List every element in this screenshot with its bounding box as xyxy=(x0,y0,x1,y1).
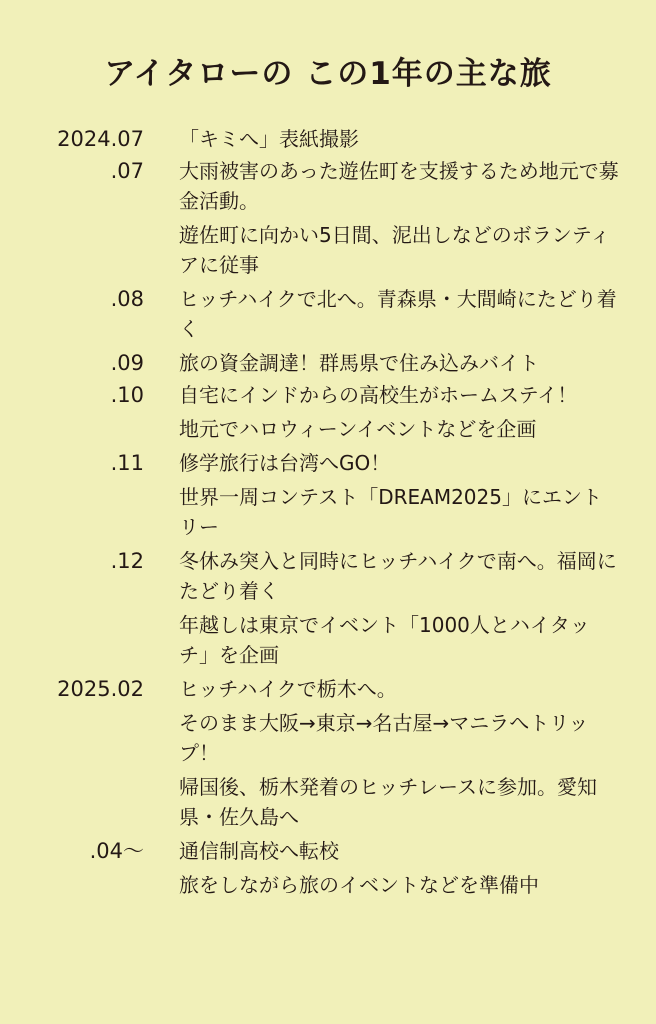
entry-date: 2025.02 xyxy=(57,677,144,701)
entry-items xyxy=(179,448,619,542)
entry-items xyxy=(179,380,619,444)
entry-item: 旅の資金調達！群馬県で住み込みバイト xyxy=(179,351,539,375)
timeline xyxy=(0,124,656,904)
entry-item: ヒッチハイクで北へ。青森県・大間崎にたどり着く xyxy=(179,287,617,341)
entry-items xyxy=(179,836,619,900)
entry-item: 地元でハロウィーンイベントなどを企画 xyxy=(179,417,537,441)
entry-item: 旅をしながら旅のイベントなどを準備中 xyxy=(179,873,539,897)
timeline-entry xyxy=(0,546,656,670)
entry-items xyxy=(179,284,619,344)
timeline-entry xyxy=(0,836,656,900)
entry-date: 2024.07 xyxy=(57,127,144,151)
entry-item: 冬休み突入と同時にヒッチハイクで南へ。福岡にたどり着く xyxy=(179,549,617,603)
entry-date: .07 xyxy=(110,159,144,183)
timeline-entry xyxy=(0,284,656,344)
page-title: アイタローの この1年の主な旅 xyxy=(104,56,552,92)
entry-items xyxy=(179,348,619,378)
entry-item: そのまま大阪→東京→名古屋→マニラへトリップ！ xyxy=(179,711,589,765)
entry-item: ヒッチハイクで栃木へ。 xyxy=(179,677,397,701)
entry-date: .11 xyxy=(110,451,144,475)
entry-item: 帰国後、栃木発着のヒッチレースに参加。愛知県・佐久島へ xyxy=(179,775,597,829)
entry-items xyxy=(179,156,619,280)
entry-date: .09 xyxy=(110,351,144,375)
entry-item: 世界一周コンテスト「DREAM2025」にエントリー xyxy=(179,485,602,539)
entry-items xyxy=(179,674,619,832)
entry-item: 年越しは東京でイベント「1000人とハイタッチ」を企画 xyxy=(179,613,590,667)
timeline-entry xyxy=(0,448,656,542)
timeline-entry xyxy=(0,348,656,380)
entry-items xyxy=(179,546,619,670)
timeline-entry xyxy=(0,674,656,832)
entry-item: 大雨被害のあった遊佐町を支援するため地元で募金活動。 xyxy=(179,159,619,213)
entry-item: 修学旅行は台湾へGO！ xyxy=(179,451,391,475)
entry-item: 遊佐町に向かい5日間、泥出しなどのボランティアに従事 xyxy=(179,223,611,277)
entry-date: .12 xyxy=(110,549,144,573)
entry-date: .04〜 xyxy=(89,839,144,863)
timeline-entry xyxy=(0,380,656,444)
timeline-entry xyxy=(0,156,656,280)
entry-items xyxy=(179,124,619,154)
entry-date: .10 xyxy=(110,383,144,407)
entry-date: .08 xyxy=(110,287,144,311)
entry-item: 通信制高校へ転校 xyxy=(179,839,339,863)
timeline-entry xyxy=(0,124,656,156)
entry-item: 自宅にインドからの高校生がホームステイ！ xyxy=(179,383,578,407)
entry-item: 「キミへ」表紙撮影 xyxy=(179,127,359,151)
